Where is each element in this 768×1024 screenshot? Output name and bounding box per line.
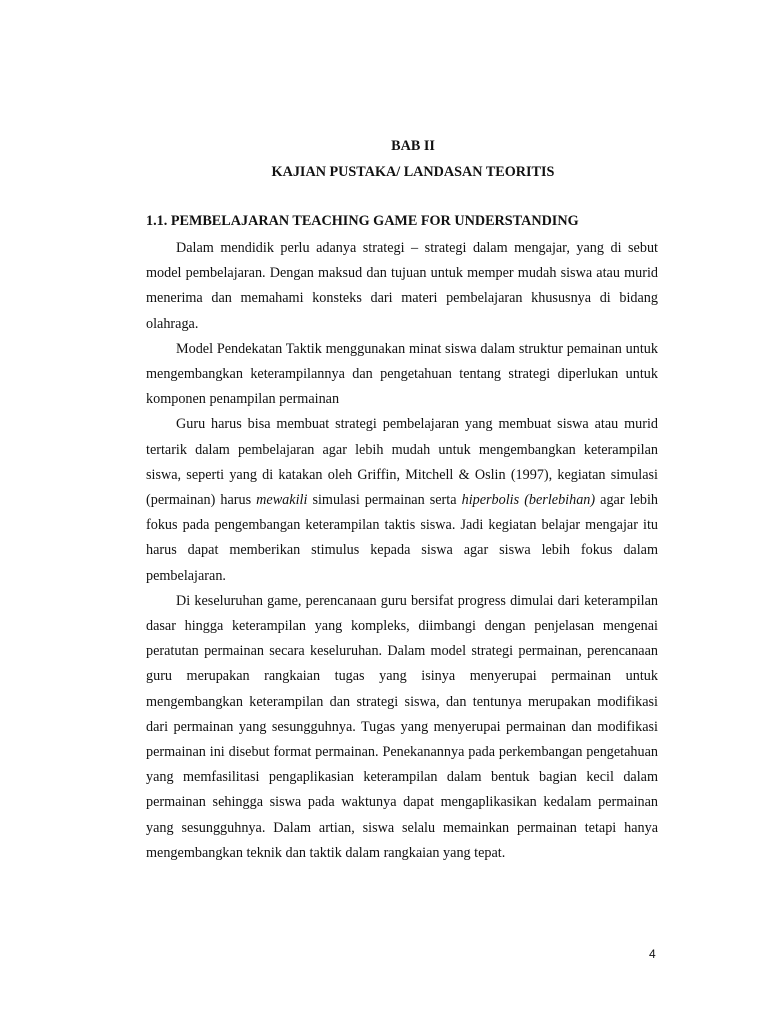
paragraph-3-text-c: agar lebih fokus pada pengembangan keterampilan taktis siswa. Jadi kegiatan belajar mengajar itu harus dapat memberikan stimulus kepada siswa agar siswa lebih fokus dalam pembelajaran.	[146, 492, 659, 584]
paragraph-2: Model Pendekatan Taktik menggunakan minat siswa dalam struktur pemainan untuk mengembangkan keterampilannya dan pengetahuan tentang strategi diperlukan untuk komponen penampilan permainan	[146, 340, 658, 408]
paragraph-3-text-b: simulasi permainan serta	[307, 492, 462, 509]
paragraph-3-italic-b: hiperbolis (berlebihan)	[461, 492, 596, 509]
page-number: 4	[649, 947, 656, 961]
document-page	[146, 0, 658, 1024]
paragraph-4: Di keseluruhan game, perencanaan guru bersifat progress dimulai dari keterampilan dasar hingga keterampilan yang kompleks, diimbangi dengan penjelasan mengenai peratutan permainan secara keseluruhan. Dalam model strategi permainan, perencanaan guru merupakan rangkaian tugas yang isinya menyerupai permainan untuk mengembangkan keterampilan dan strategi siswa, dan tentunya merupakan modifikasi dari permainan yang sesungguhnya. Tugas yang menyerupai permainan dan modifikasi permainan ini disebut format permainan. Penekanannya pada perkembangan pengetahuan yang memfasilitasi pengaplikasian keterampilan dalam bentuk bagian kecil dalam permainan sehingga siswa pada waktunya dapat mengaplikasikan kedalam permainan yang sesungguhnya. Dalam artian, siswa selalu memainkan permainan tetapi hanya mengembangkan teknik dan taktik dalam rangkaian yang tepat.	[146, 592, 658, 861]
paragraph-3	[146, 412, 658, 588]
paragraph-3-italic-a: mewakili	[256, 492, 308, 509]
section-heading: 1.1. PEMBELAJARAN TEACHING GAME FOR UNDERSTANDING	[146, 213, 579, 229]
paragraph-3-text-a: Guru harus bisa membuat strategi pembelajaran yang membuat siswa atau murid tertarik dalam pembelajaran agar lebih mudah untuk mengembangkan keterampilan siswa, seperti yang di katakan oleh Griffin, Mitchell & Oslin (1997), kegiatan simulasi (permainan) harus	[146, 416, 658, 509]
chapter-label: BAB II	[391, 138, 435, 154]
paragraph-1: Dalam mendidik perlu adanya strategi – strategi dalam mengajar, yang di sebut model pembelajaran. Dengan maksud dan tujuan untuk memper mudah siswa atau murid menerima dan memahami konsteks dari materi pembelajaran khususnya di bidang olahraga.	[146, 240, 658, 332]
body-text	[146, 236, 658, 866]
chapter-title: KAJIAN PUSTAKA/ LANDASAN TEORITIS	[271, 164, 555, 180]
